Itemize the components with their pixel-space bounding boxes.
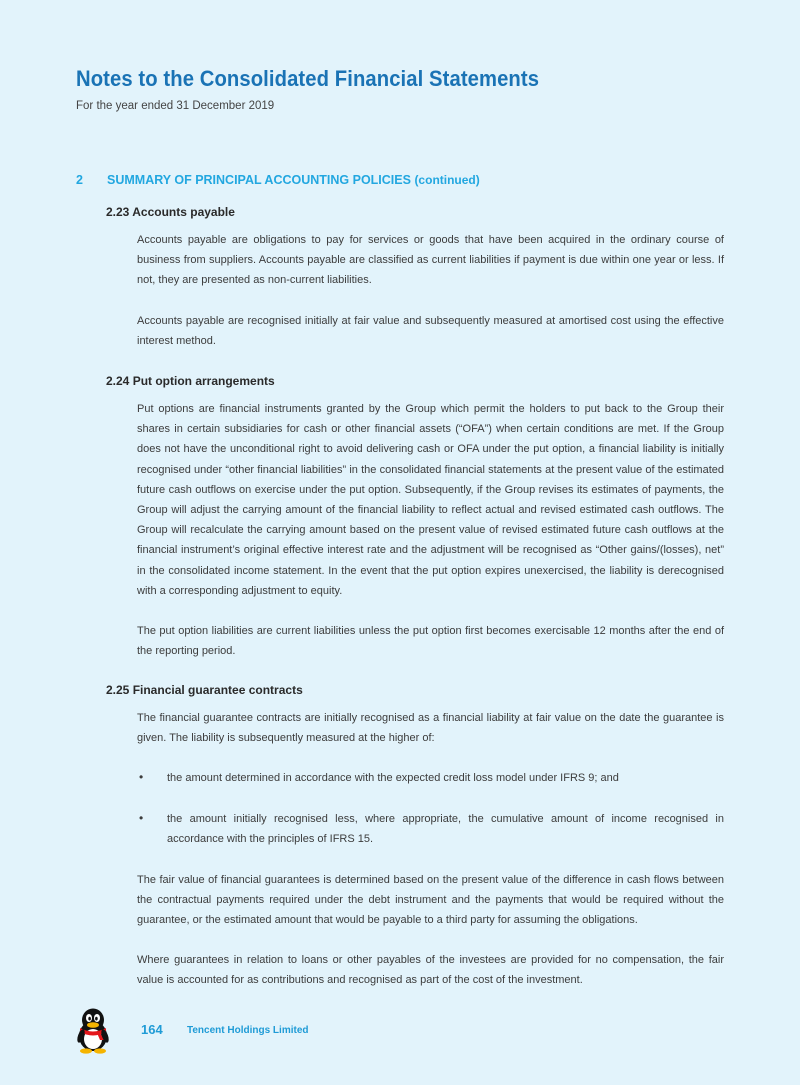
subheading-financial-guarantee: 2.25 Financial guarantee contracts [106, 683, 303, 697]
paragraph-financial-guarantee-3: Where guarantees in relation to loans or other payables of the investees are provided for no compensation, the fair value is accounted for as contributions and recognised as part of the cost of the investment. [137, 954, 724, 987]
paragraph-financial-guarantee-1: The financial guarantee contracts are initially recognised as a financial liability at fair value on the date the guarantee is given. The liability is subsequently measured at the higher of: [137, 712, 724, 745]
paragraph-accounts-payable-1: Accounts payable are obligations to pay for services or goods that have been acquired in the ordinary course of business from suppliers. Accounts payable are classified as current liabilities if payment is due within one year or less. If not, they are presented as non-current liabilities. [137, 234, 724, 287]
page-title: Notes to the Consolidated Financial Statements [76, 66, 540, 91]
page-number: 164 [141, 1022, 163, 1037]
section-continued: (continued) [414, 173, 480, 187]
page-subtitle: For the year ended 31 December 2019 [76, 100, 275, 112]
bullet-item-ifrs15: the amount initially recognised less, where appropriate, the cumulative amount of income recognised in accordance with the principles of IFRS 15. [167, 813, 724, 846]
paragraph-put-option-1: Put options are financial instruments granted by the Group which permit the holders to put back to the Group their shares in certain subsidiaries for cash or other financial assets (“OFA”) when certain conditions are met. If the Group does not have the unconditional right to avoid delivering cash or OFA under the put option, a financial liability is initially recognised under “other financial liabilities” in the consolidated financial statements at the present value of the estimated future cash outflows on exercise under the put option. Subsequently, if the Group revises its estimates of payments, the Group will adjust the carrying amount of the financial liability to reflect actual and revised estimated cash outflows. The Group will recalculate the carrying amount based on the present value of revised estimated future cash outflows at the financial instrument’s original effective interest rate and the adjustment will be recognised as “Other gains/(losses), net” in the consolidated income statement. In the event that the put option expires unexercised, the liability is derecognised with a corresponding adjustment to equity. [137, 403, 724, 597]
bullet-marker: • [139, 770, 144, 784]
paragraph-accounts-payable-2: Accounts payable are recognised initially at fair value and subsequently measured at amortised cost using the effective interest method. [137, 315, 724, 348]
penguin-mascot-icon [72, 1006, 114, 1059]
paragraph-put-option-2: The put option liabilities are current liabilities unless the put option first becomes exercisable 12 months after the end of the reporting period. [137, 625, 724, 658]
section-number: 2 [76, 173, 83, 187]
bullet-marker: • [139, 811, 144, 825]
subheading-put-option: 2.24 Put option arrangements [106, 374, 275, 388]
paragraph-financial-guarantee-2: The fair value of financial guarantees is determined based on the present value of the difference in cash flows between the contractual payments required under the debt instrument and the payments that would be required without the guarantee, or the estimated amount that would be payable to a third party for assuming the obligations. [137, 874, 724, 927]
subheading-accounts-payable: 2.23 Accounts payable [106, 205, 235, 219]
bullet-item-ifrs9: the amount determined in accordance with the expected credit loss model under IFRS 9; and [167, 772, 619, 784]
section-title: SUMMARY OF PRINCIPAL ACCOUNTING POLICIES [107, 173, 411, 187]
section-heading [76, 173, 480, 187]
company-name: Tencent Holdings Limited [187, 1025, 309, 1036]
